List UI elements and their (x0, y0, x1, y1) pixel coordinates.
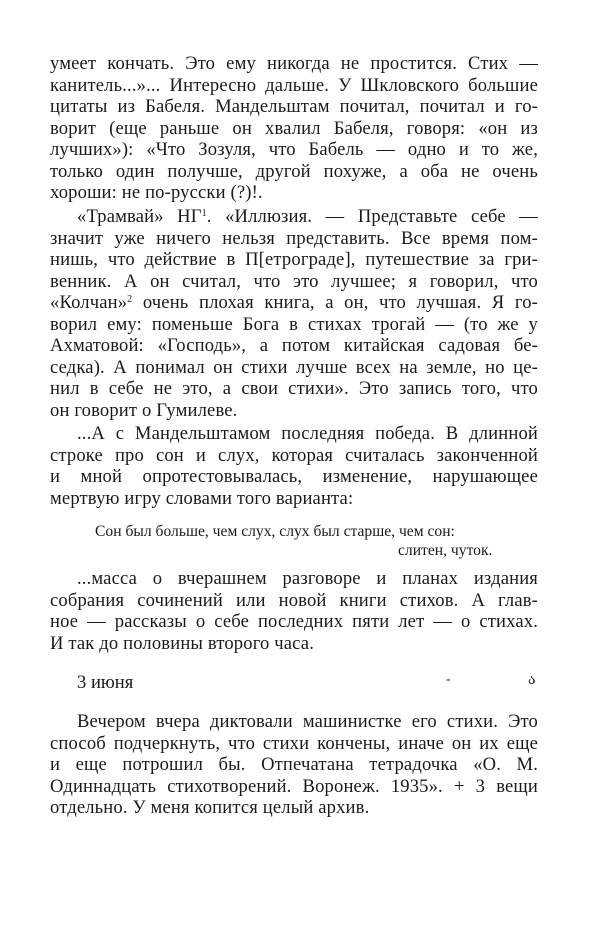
body-line: седка). А понимал он стихи лучше всех на земле, но це- (50, 356, 538, 378)
body-line: Ахматовой: «Господь», а потом китайская садовая бе- (50, 335, 538, 356)
body-line: ворит (еще раньше он хвалил Бабеля, говоря: «он из (50, 117, 538, 139)
body-line: венник. А он считал, что это лучшее; я говорил, что (50, 270, 538, 292)
body-line: способ подчеркнуть, что стихи кончены, иначе он их еще (50, 732, 538, 754)
body-line: мертвую игру словами того варианта: (50, 487, 354, 509)
body-line: отдельно. У меня копится целый архив. (50, 797, 370, 818)
body-line: собрания сочинений или новой книги стихов. А глав- (50, 589, 538, 611)
body-line: Одиннадцать стихотворений. Воронеж. 1935». + 3 вещи (50, 775, 538, 797)
body-line: канитель...»... Интересно дальше. У Шкловского большие (50, 74, 538, 96)
text: очень плохая книга, а он, что лучшая. Я го- (132, 292, 538, 313)
body-line: и еще потрошил бы. Отпечатана тетрадочка «О. М. (50, 754, 538, 775)
text: . «Иллюзия. — Представьте себе — (206, 206, 538, 227)
verse-line-1: Сон был больше, чем слух, слух был старше, чем сон: (95, 523, 455, 540)
body-line: и мной опротестовывалась, изменение, нарушающее (50, 466, 538, 487)
body-line: Вечером вчера диктовали машинистке его стихи. Это (77, 711, 538, 732)
body-line: значит уже ничего нельзя представить. Все время пом- (50, 227, 538, 249)
scan-artifact: ა (528, 673, 536, 688)
body-line: нишь, что действие в П[етрограде], путешествие за гри- (50, 249, 538, 270)
verse-line-2: слитен, чуток. (398, 542, 493, 559)
scan-artifact: - (446, 672, 451, 687)
body-line: лучших»): «Что Зозуля, что Бабель — одно и то же, (50, 139, 538, 160)
entry-date-june-3: 3 июня (77, 672, 134, 693)
body-line: он говорит о Гумилеве. (50, 399, 238, 421)
body-line: строке про сон и слух, которая считалась законченной (50, 444, 538, 466)
body-line: нил в себе не это, а свои стихи». Это запись того, что (50, 378, 538, 399)
text: «Трамвай» НГ (77, 206, 202, 227)
body-line: умеет кончать. Это ему никогда не простится. Стих — (50, 53, 538, 74)
footnote-ref-1: 1 (201, 208, 207, 219)
body-line-with-footnote-ref (77, 206, 538, 227)
footnote-ref-2: 2 (127, 294, 133, 305)
body-line: цитаты из Бабеля. Мандельштам почитал, почитал и го- (50, 96, 538, 117)
body-line: ...А с Мандельштамом последняя победа. В длинной (77, 423, 538, 444)
body-line: ворил ему: поменьше Бога в стихах трогай — (то же у (50, 313, 538, 335)
text: «Колчан» (50, 292, 128, 313)
body-line: хороши: не по-русски (?)!. (50, 182, 263, 203)
body-line: И так до половины второго часа. (50, 632, 314, 654)
body-line-with-footnote-ref (50, 292, 538, 313)
body-line: только один получше, другой похуже, а оба не очень (50, 160, 538, 182)
body-line: ное — рассказы о себе последних пяти лет — о стихах. (50, 611, 538, 632)
body-line: ...масса о вчерашнем разговоре и планах издания (77, 568, 538, 589)
